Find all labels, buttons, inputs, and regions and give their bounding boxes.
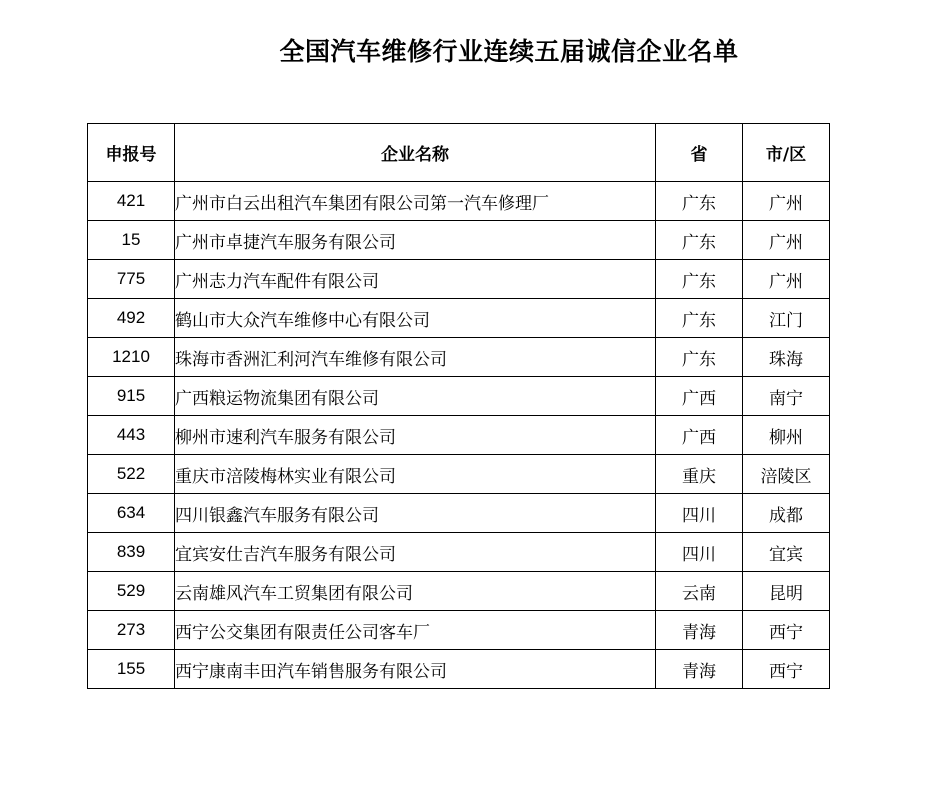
cell-name: 广州市白云出租汽车集团有限公司第一汽车修理厂	[175, 182, 656, 221]
cell-province: 青海	[656, 611, 743, 650]
cell-province: 四川	[656, 494, 743, 533]
cell-id: 915	[88, 377, 175, 416]
table-row	[88, 338, 830, 377]
cell-province: 云南	[656, 572, 743, 611]
cell-city: 宜宾	[743, 533, 830, 572]
cell-province: 广东	[656, 260, 743, 299]
cell-name: 云南雄风汽车工贸集团有限公司	[175, 572, 656, 611]
cell-name: 鹤山市大众汽车维修中心有限公司	[175, 299, 656, 338]
header-province: 省	[656, 124, 743, 182]
cell-name: 宜宾安仕吉汽车服务有限公司	[175, 533, 656, 572]
cell-city: 成都	[743, 494, 830, 533]
table-row	[88, 533, 830, 572]
cell-name: 西宁康南丰田汽车销售服务有限公司	[175, 650, 656, 689]
cell-province: 广西	[656, 416, 743, 455]
table-header-row	[88, 124, 830, 182]
cell-name: 广州志力汽车配件有限公司	[175, 260, 656, 299]
cell-province: 广东	[656, 338, 743, 377]
cell-name: 重庆市涪陵梅林实业有限公司	[175, 455, 656, 494]
cell-city: 广州	[743, 221, 830, 260]
table-row	[88, 299, 830, 338]
header-name: 企业名称	[175, 124, 656, 182]
table-row	[88, 182, 830, 221]
cell-id: 775	[88, 260, 175, 299]
table-row	[88, 260, 830, 299]
table-row	[88, 650, 830, 689]
cell-id: 492	[88, 299, 175, 338]
table-row	[88, 221, 830, 260]
cell-id: 522	[88, 455, 175, 494]
cell-name: 西宁公交集团有限责任公司客车厂	[175, 611, 656, 650]
table-row	[88, 572, 830, 611]
cell-city: 广州	[743, 182, 830, 221]
cell-id: 273	[88, 611, 175, 650]
header-city: 市/区	[743, 124, 830, 182]
cell-id: 529	[88, 572, 175, 611]
cell-name: 珠海市香洲汇利河汽车维修有限公司	[175, 338, 656, 377]
table-row	[88, 494, 830, 533]
cell-city: 昆明	[743, 572, 830, 611]
cell-province: 广东	[656, 221, 743, 260]
cell-province: 青海	[656, 650, 743, 689]
cell-name: 四川银鑫汽车服务有限公司	[175, 494, 656, 533]
cell-province: 广西	[656, 377, 743, 416]
cell-name: 广西粮运物流集团有限公司	[175, 377, 656, 416]
cell-city: 江门	[743, 299, 830, 338]
cell-id: 1210	[88, 338, 175, 377]
cell-id: 839	[88, 533, 175, 572]
cell-city: 珠海	[743, 338, 830, 377]
cell-province: 重庆	[656, 455, 743, 494]
table-row	[88, 377, 830, 416]
cell-city: 广州	[743, 260, 830, 299]
cell-city: 涪陵区	[743, 455, 830, 494]
cell-name: 柳州市速利汽车服务有限公司	[175, 416, 656, 455]
page-title: 全国汽车维修行业连续五届诚信企业名单	[279, 37, 739, 66]
header-id: 申报号	[88, 124, 175, 182]
cell-id: 15	[88, 221, 175, 260]
enterprise-table	[87, 123, 830, 689]
cell-id: 634	[88, 494, 175, 533]
cell-name: 广州市卓捷汽车服务有限公司	[175, 221, 656, 260]
cell-city: 西宁	[743, 650, 830, 689]
cell-city: 柳州	[743, 416, 830, 455]
cell-id: 443	[88, 416, 175, 455]
cell-province: 四川	[656, 533, 743, 572]
cell-city: 西宁	[743, 611, 830, 650]
table-row	[88, 455, 830, 494]
cell-province: 广东	[656, 299, 743, 338]
table-row	[88, 611, 830, 650]
cell-city: 南宁	[743, 377, 830, 416]
cell-province: 广东	[656, 182, 743, 221]
cell-id: 421	[88, 182, 175, 221]
table-row	[88, 416, 830, 455]
cell-id: 155	[88, 650, 175, 689]
